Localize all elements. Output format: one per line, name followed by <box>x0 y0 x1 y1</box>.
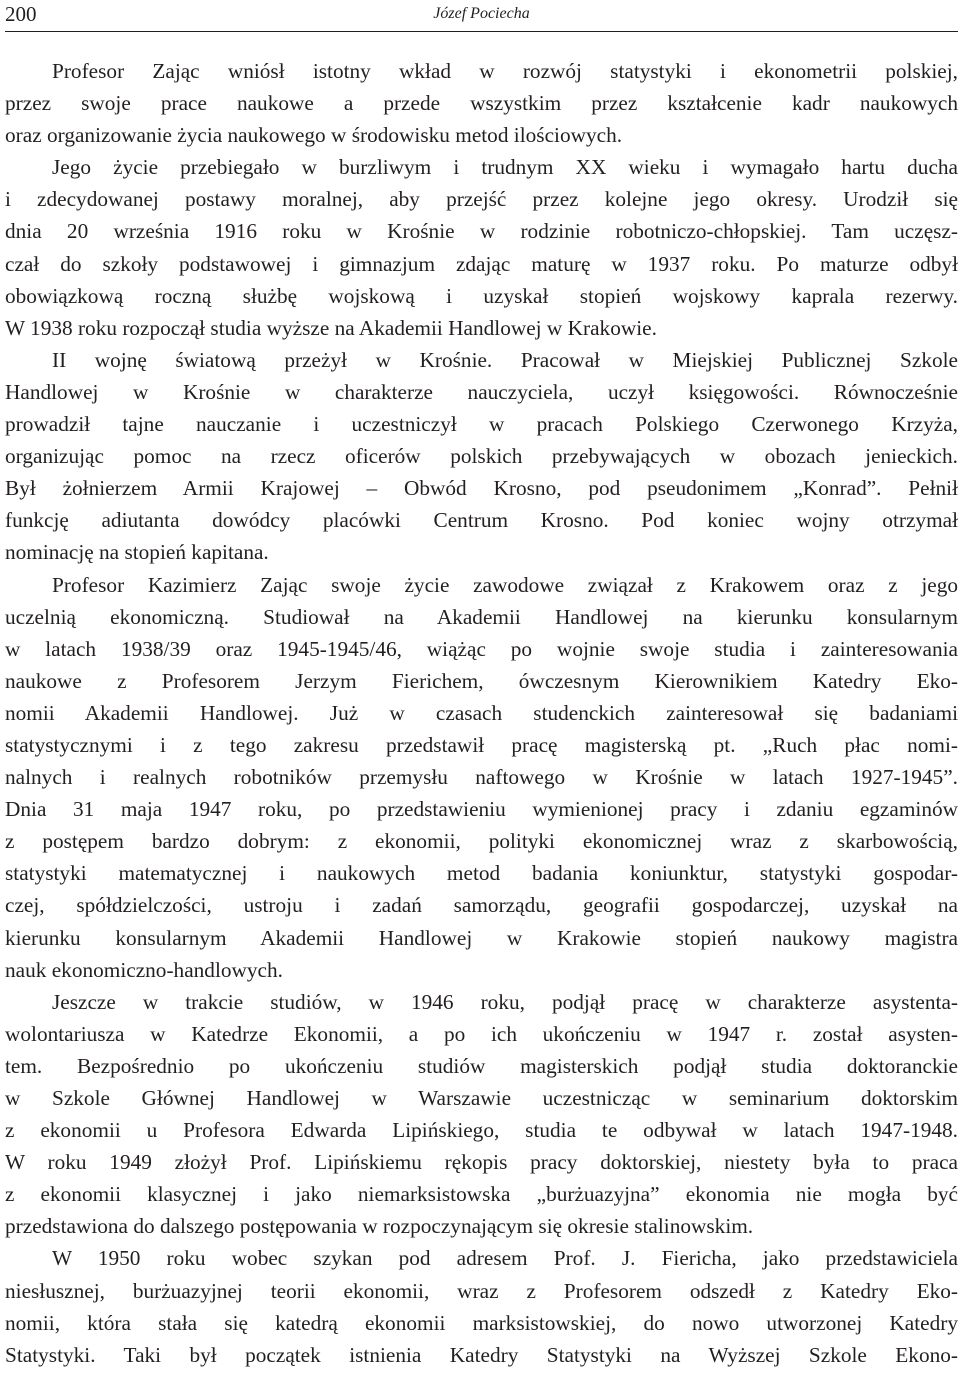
page-number: 200 <box>5 2 37 26</box>
text-line: II wojnę światową przeżył w Krośnie. Pracował w Miejskiej Publicznej Szkole <box>52 347 958 372</box>
text-line: naukowe z Profesorem Jerzym Fierichem, ówczesnym Kierownikiem Katedry Eko- <box>5 668 958 693</box>
text-line: nauk ekonomiczno-handlowych. <box>5 957 283 982</box>
text-line: statystycznymi i z tego zakresu przedstawił pracę magisterską pt. „Ruch płac nomi- <box>5 732 958 757</box>
text-line: w latach 1938/39 oraz 1945-1945/46, wiążąc po wojnie swoje studia i zainteresowania <box>5 636 958 661</box>
text-line: organizując pomoc na rzecz oficerów polskich przebywających w obozach jenieckich. <box>5 444 958 469</box>
text-line: Jeszcze w trakcie studiów, w 1946 roku, podjął pracę w charakterze asystenta- <box>52 989 958 1014</box>
text-line: Statystyki. Taki był początek istnienia Katedry Statystyki na Wyższej Szkole Ekono- <box>5 1342 958 1367</box>
text-line: czał do szkoły podstawowej i gimnazjum zdając maturę w 1937 roku. Po maturze odbył <box>5 251 958 276</box>
text-line: Profesor Zając wniósł istotny wkład w rozwój statystyki i ekonometrii polskiej, <box>52 59 958 83</box>
text-line: wolontariusza w Katedrze Ekonomii, a po ich ukończeniu w 1947 r. został asysten- <box>5 1021 958 1046</box>
text-line: obowiązkową roczną służbę wojskową i uzyskał stopień wojskowy kaprala rezerwy. <box>5 283 958 308</box>
text-line: Dnia 31 maja 1947 roku, po przedstawieniu wymienionej pracy i zdaniu egzaminów <box>5 797 958 822</box>
running-head: Józef Pociecha <box>433 5 530 22</box>
page-header <box>5 0 958 32</box>
text-line: nomii, która stała się katedrą ekonomii marksistowskiej, do nowo utworzonej Katedry <box>5 1310 958 1335</box>
text-line: Handlowej w Krośnie w charakterze nauczyciela, uczył księgowości. Równocześnie <box>5 379 958 404</box>
text-line: w Szkole Głównej Handlowej w Warszawie uczestnicząc w seminarium doktorskim <box>5 1086 958 1110</box>
text-line: z ekonomii u Profesora Edwarda Lipińskiego, studia te odbywał w latach 1947-1948. <box>5 1118 958 1143</box>
text-line: niesłusznej, burżuazyjnej teorii ekonomii, wraz z Profesorem odszedł z Katedry Eko- <box>5 1278 958 1303</box>
text-line: prowadził tajne nauczanie i uczestniczył w pracach Polskiego Czerwonego Krzyża, <box>5 412 958 437</box>
text-line: przez swoje prace naukowe a przede wszystkim przez kształcenie kadr naukowych <box>5 91 958 116</box>
text-line: dnia 20 września 1916 roku w Krośnie w rodzinie robotniczo-chłopskiej. Tam uczęsz- <box>5 219 958 244</box>
text-line: tem. Bezpośrednio po ukończeniu studiów magisterskich podjął studia doktoranckie <box>5 1053 958 1078</box>
text-line: nomii Akademii Handlowej. Już w czasach studenckich zainteresował się badaniami <box>5 700 958 725</box>
text-line: nalnych i realnych robotników przemysłu naftowego w Krośnie w latach 1927-1945”. <box>5 765 958 790</box>
text-line: statystyki matematycznej i naukowych metod badania koniunktur, statystyki gospodar- <box>5 861 958 886</box>
text-line: W roku 1949 złożył Prof. Lipińskiemu rękopis pracy doktorskiej, niestety była to praca <box>5 1150 958 1175</box>
text-line: z ekonomii klasycznej i jako niemarksistowska „burżuazyjna” ekonomia nie mogła być <box>5 1182 958 1207</box>
text-line: z postępem bardzo dobrym: z ekonomii, polityki ekonomicznej wraz z skarbowością, <box>5 829 958 854</box>
text-line: Był żołnierzem Armii Krajowej – Obwód Krosno, pod pseudonimem „Konrad”. Pełnił <box>5 476 958 501</box>
text-line: przedstawiona do dalszego postępowania w rozpoczynającym się okresie stalinowskim. <box>5 1214 754 1239</box>
text-line: uczelnią ekonomiczną. Studiował na Akademii Handlowej na kierunku konsularnym <box>5 604 958 629</box>
body-text <box>5 55 958 1371</box>
text-line: czej, spółdzielczości, ustroju i zadań samorządu, geografii gospodarczej, uzyskał na <box>5 893 958 918</box>
text-line: oraz organizowanie życia naukowego w środowisku metod ilościowych. <box>5 123 623 148</box>
text-line: Profesor Kazimierz Zając swoje życie zawodowe związał z Krakowem oraz z jego <box>52 572 958 597</box>
text-line: i zdecydowanej postawy moralnej, aby przejść przez kolejne jego okresy. Urodził się <box>5 187 958 212</box>
text-line: W 1950 roku wobec szykan pod adresem Prof. J. Fiericha, jako przedstawiciela <box>52 1246 958 1271</box>
text-line: W 1938 roku rozpoczął studia wyższe na Akademii Handlowej w Krakowie. <box>5 315 657 340</box>
text-line: nominację na stopień kapitana. <box>5 540 269 565</box>
text-line: Jego życie przebiegało w burzliwym i trudnym XX wieku i wymagało hartu ducha <box>52 155 958 180</box>
text-line: funkcję adiutanta dowódcy placówki Centrum Krosno. Pod koniec wojny otrzymał <box>5 508 958 533</box>
text-line: kierunku konsularnym Akademii Handlowej w Krakowie stopień naukowy magistra <box>5 925 958 950</box>
